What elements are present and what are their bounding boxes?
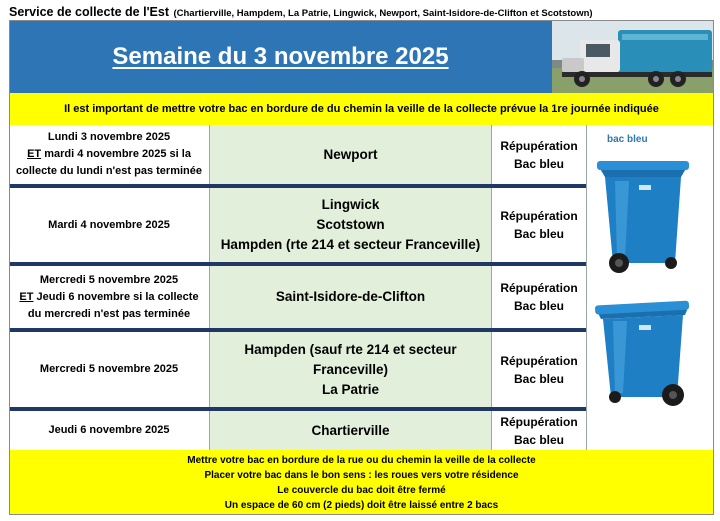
collection-date: [9, 188, 210, 262]
municipality: [210, 411, 492, 450]
week-title: Semaine du 3 novembre 2025: [112, 42, 449, 70]
garbage-truck-photo: [552, 20, 714, 93]
instructions-footer: [9, 450, 714, 515]
blue-bin-icon: [593, 151, 693, 279]
collection-type: [492, 188, 586, 262]
bin-type: Bac bleu: [513, 156, 564, 171]
date-line: Mercredi 5 novembre 2025: [39, 273, 179, 286]
blue-bin-panel: [586, 125, 715, 450]
service-title: Service de collecte de l'Est: [9, 5, 169, 19]
municipality: [210, 188, 492, 262]
type-line: Répupération: [500, 281, 578, 295]
et-marker: ET: [19, 290, 34, 303]
collection-type: [492, 332, 586, 407]
bin-type: Bac bleu: [513, 227, 564, 241]
schedule-row: [9, 266, 586, 332]
collection-date: [9, 125, 210, 184]
date-line-text: Jeudi 6 novembre si la collecte: [36, 290, 199, 303]
date-line: [16, 146, 202, 163]
date-line: Mercredi 5 novembre 2025: [39, 363, 179, 375]
schedule-row: [9, 125, 586, 188]
collection-date: [9, 266, 210, 328]
service-heading: [9, 3, 593, 21]
town-name: Hampden (rte 214 et secteur Franceville): [220, 237, 481, 252]
collection-type: [492, 266, 586, 328]
notice-banner: [9, 93, 714, 125]
type-line: Répupération: [500, 209, 578, 223]
town-name: Newport: [323, 146, 378, 162]
truck-icon: [552, 20, 714, 93]
collection-type: [492, 411, 586, 450]
collection-type: [492, 125, 586, 184]
collection-date: [9, 411, 210, 450]
collection-date: [9, 332, 210, 407]
type-line: Répupération: [500, 414, 578, 429]
et-marker: ET: [27, 148, 42, 160]
municipality: [210, 332, 492, 407]
schedule-row: [9, 332, 586, 411]
blue-bin-icon: [593, 291, 693, 411]
week-banner: [9, 20, 552, 93]
instruction-line: Placer votre bac dans le bon sens : les roues vers votre résidence: [204, 469, 519, 481]
town-name: Lingwick: [321, 197, 380, 212]
service-towns: (Chartierville, Hampdem, La Patrie, Lingwick, Newport, Saint-Isidore-de-Clifton et Scotstown): [173, 8, 593, 19]
town-name: Hampden (sauf rte 214 et secteur: [244, 341, 457, 357]
type-line: Répupération: [500, 353, 578, 368]
type-line: Répupération: [500, 138, 578, 153]
date-line: [19, 289, 198, 306]
instruction-line: Le couvercle du bac doit être fermé: [277, 484, 446, 496]
schedule-row: [9, 188, 586, 266]
municipality: [210, 266, 492, 328]
date-line: Lundi 3 novembre 2025: [47, 131, 171, 143]
town-name: Saint-Isidore-de-Clifton: [275, 289, 426, 304]
municipality: [210, 125, 492, 184]
instruction-line: Mettre votre bac en bordure de la rue ou du chemin la veille de la collecte: [187, 454, 536, 466]
date-line: Jeudi 6 novembre 2025: [48, 424, 170, 436]
town-name: Franceville): [312, 361, 389, 377]
bin-type: Bac bleu: [513, 299, 564, 313]
notice-text: Il est important de mettre votre bac en bordure de du chemin la veille de la collecte prévue la 1re journée indiquée: [64, 103, 659, 115]
date-line: Mardi 4 novembre 2025: [48, 218, 170, 231]
town-name: Chartierville: [311, 422, 390, 438]
town-name: La Patrie: [321, 381, 380, 397]
bin-type: Bac bleu: [513, 432, 564, 447]
bin-label: bac bleu: [607, 134, 648, 145]
date-line-text: mardi 4 novembre 2025 si la: [44, 148, 191, 160]
schedule-row: [9, 411, 586, 450]
date-line: du mercredi n'est pas terminée: [27, 307, 191, 320]
bin-type: Bac bleu: [513, 371, 564, 386]
town-name: Scotstown: [316, 217, 385, 232]
instruction-line: Un espace de 60 cm (2 pieds) doit être laissé entre 2 bacs: [224, 499, 499, 511]
date-line: collecte du lundi n'est pas terminée: [16, 165, 202, 177]
